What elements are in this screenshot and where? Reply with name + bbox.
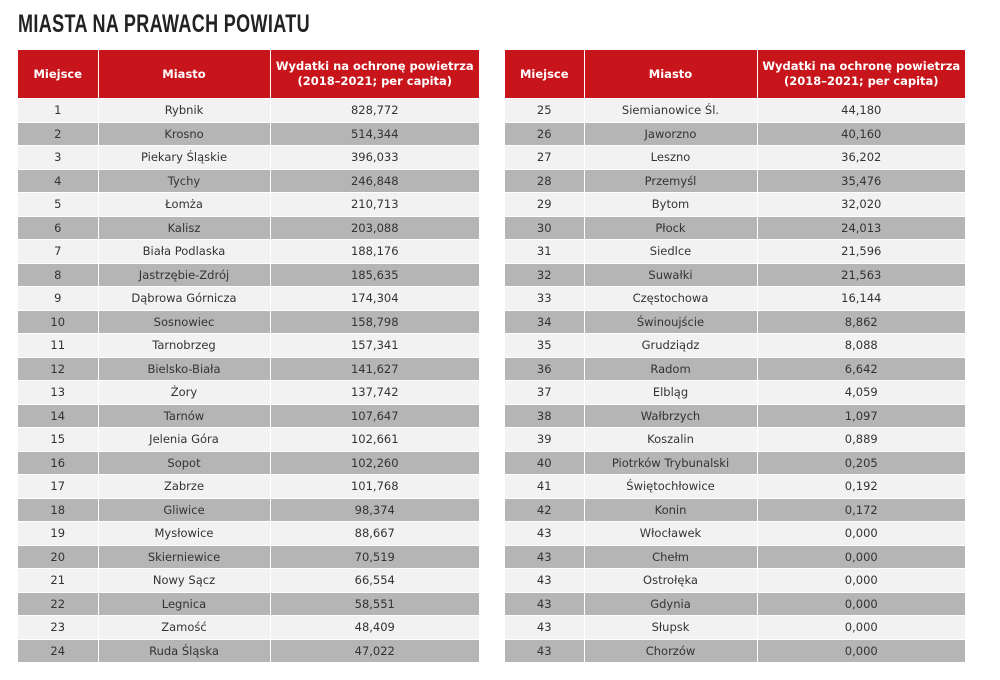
spending-cell: 0,000 xyxy=(757,592,965,616)
spending-cell: 157,341 xyxy=(270,334,479,358)
table-row xyxy=(505,99,965,123)
spending-cell: 88,667 xyxy=(270,522,479,546)
city-cell: Ostrołęka xyxy=(584,569,757,593)
table-row xyxy=(505,498,965,522)
spending-cell: 174,304 xyxy=(270,287,479,311)
table-row xyxy=(505,146,965,170)
rank-cell: 43 xyxy=(505,639,584,662)
table-row xyxy=(505,216,965,240)
rank-cell: 39 xyxy=(505,428,584,452)
spending-cell: 137,742 xyxy=(270,381,479,405)
city-cell: Jelenia Góra xyxy=(98,428,270,452)
city-cell: Piotrków Trybunalski xyxy=(584,451,757,475)
rank-cell: 15 xyxy=(18,428,98,452)
table-row xyxy=(505,639,965,662)
city-cell: Słupsk xyxy=(584,616,757,640)
city-cell: Jastrzębie-Zdrój xyxy=(98,263,270,287)
spending-cell: 203,088 xyxy=(270,216,479,240)
city-cell: Biała Podlaska xyxy=(98,240,270,264)
rank-cell: 14 xyxy=(18,404,98,428)
rank-cell: 7 xyxy=(18,240,98,264)
spending-cell: 185,635 xyxy=(270,263,479,287)
spending-cell: 36,202 xyxy=(757,146,965,170)
city-cell: Rybnik xyxy=(98,99,270,123)
city-cell: Suwałki xyxy=(584,263,757,287)
rank-cell: 36 xyxy=(505,357,584,381)
rank-cell: 38 xyxy=(505,404,584,428)
city-cell: Bytom xyxy=(584,193,757,217)
city-cell: Tarnobrzeg xyxy=(98,334,270,358)
spending-cell: 141,627 xyxy=(270,357,479,381)
table-row xyxy=(18,498,479,522)
city-cell: Skierniewice xyxy=(98,545,270,569)
city-cell: Gliwice xyxy=(98,498,270,522)
table-row xyxy=(505,122,965,146)
city-cell: Tarnów xyxy=(98,404,270,428)
city-cell: Mysłowice xyxy=(98,522,270,546)
spending-cell: 107,647 xyxy=(270,404,479,428)
spending-cell: 0,000 xyxy=(757,522,965,546)
rank-cell: 21 xyxy=(18,569,98,593)
rank-cell: 43 xyxy=(505,569,584,593)
rank-cell: 27 xyxy=(505,146,584,170)
table-row xyxy=(505,357,965,381)
table-row xyxy=(18,193,479,217)
rank-cell: 5 xyxy=(18,193,98,217)
rank-cell: 1 xyxy=(18,99,98,123)
city-cell: Dąbrowa Górnicza xyxy=(98,287,270,311)
rank-cell: 11 xyxy=(18,334,98,358)
rank-cell: 42 xyxy=(505,498,584,522)
spending-cell: 210,713 xyxy=(270,193,479,217)
table-row xyxy=(505,592,965,616)
header-rank: Miejsce xyxy=(18,50,98,99)
table-header-row xyxy=(505,50,965,99)
city-cell: Łomża xyxy=(98,193,270,217)
city-cell: Grudziądz xyxy=(584,334,757,358)
spending-cell: 8,088 xyxy=(757,334,965,358)
rank-cell: 40 xyxy=(505,451,584,475)
table-header-row xyxy=(18,50,479,99)
rank-cell: 43 xyxy=(505,592,584,616)
city-cell: Radom xyxy=(584,357,757,381)
city-cell: Zabrze xyxy=(98,475,270,499)
rank-cell: 41 xyxy=(505,475,584,499)
city-cell: Krosno xyxy=(98,122,270,146)
table-row xyxy=(18,122,479,146)
spending-cell: 0,172 xyxy=(757,498,965,522)
city-cell: Zamość xyxy=(98,616,270,640)
table-row xyxy=(18,569,479,593)
table-row xyxy=(505,287,965,311)
city-cell: Kalisz xyxy=(98,216,270,240)
spending-cell: 98,374 xyxy=(270,498,479,522)
city-cell: Siedlce xyxy=(584,240,757,264)
spending-cell: 4,059 xyxy=(757,381,965,405)
city-cell: Nowy Sącz xyxy=(98,569,270,593)
city-cell: Konin xyxy=(584,498,757,522)
table-row xyxy=(18,216,479,240)
rank-cell: 9 xyxy=(18,287,98,311)
table-row xyxy=(505,404,965,428)
table-row xyxy=(505,569,965,593)
table-row xyxy=(18,522,479,546)
table-row xyxy=(505,616,965,640)
rank-cell: 19 xyxy=(18,522,98,546)
spending-cell: 0,205 xyxy=(757,451,965,475)
rank-cell: 3 xyxy=(18,146,98,170)
table-row xyxy=(18,475,479,499)
table-row xyxy=(505,381,965,405)
city-cell: Świętochłowice xyxy=(584,475,757,499)
city-cell: Gdynia xyxy=(584,592,757,616)
spending-cell: 514,344 xyxy=(270,122,479,146)
header-rank: Miejsce xyxy=(505,50,584,99)
table-row xyxy=(18,381,479,405)
header-spending: Wydatki na ochronę powietrza (2018–2021; per capita) xyxy=(270,50,479,99)
table-row xyxy=(18,169,479,193)
spending-cell: 16,144 xyxy=(757,287,965,311)
table-row xyxy=(18,240,479,264)
table-row xyxy=(18,545,479,569)
spending-cell: 101,768 xyxy=(270,475,479,499)
table-row xyxy=(18,616,479,640)
table-row xyxy=(505,522,965,546)
rank-cell: 43 xyxy=(505,545,584,569)
rank-cell: 28 xyxy=(505,169,584,193)
rank-cell: 16 xyxy=(18,451,98,475)
rank-cell: 4 xyxy=(18,169,98,193)
table-row xyxy=(18,357,479,381)
table-row xyxy=(505,169,965,193)
rank-cell: 37 xyxy=(505,381,584,405)
table-row xyxy=(505,428,965,452)
city-cell: Sosnowiec xyxy=(98,310,270,334)
rank-cell: 10 xyxy=(18,310,98,334)
spending-cell: 6,642 xyxy=(757,357,965,381)
spending-cell: 246,848 xyxy=(270,169,479,193)
rank-cell: 12 xyxy=(18,357,98,381)
spending-cell: 0,000 xyxy=(757,545,965,569)
rank-cell: 13 xyxy=(18,381,98,405)
city-cell: Przemyśl xyxy=(584,169,757,193)
spending-cell: 35,476 xyxy=(757,169,965,193)
city-cell: Piekary Śląskie xyxy=(98,146,270,170)
rank-cell: 32 xyxy=(505,263,584,287)
rank-cell: 2 xyxy=(18,122,98,146)
city-cell: Ruda Śląska xyxy=(98,639,270,662)
rank-cell: 20 xyxy=(18,545,98,569)
city-cell: Wałbrzych xyxy=(584,404,757,428)
spending-cell: 1,097 xyxy=(757,404,965,428)
city-cell: Elbląg xyxy=(584,381,757,405)
rank-cell: 8 xyxy=(18,263,98,287)
ranking-table-right xyxy=(505,50,965,662)
city-cell: Częstochowa xyxy=(584,287,757,311)
city-cell: Legnica xyxy=(98,592,270,616)
rank-cell: 6 xyxy=(18,216,98,240)
rank-cell: 22 xyxy=(18,592,98,616)
page-title: MIASTA NA PRAWACH POWIATU xyxy=(18,10,310,38)
table-row xyxy=(505,193,965,217)
city-cell: Tychy xyxy=(98,169,270,193)
table-row xyxy=(505,334,965,358)
spending-cell: 21,563 xyxy=(757,263,965,287)
table-row xyxy=(18,310,479,334)
city-cell: Chełm xyxy=(584,545,757,569)
table-row xyxy=(505,263,965,287)
table-row xyxy=(18,428,479,452)
city-cell: Sopot xyxy=(98,451,270,475)
spending-cell: 396,033 xyxy=(270,146,479,170)
city-cell: Jaworzno xyxy=(584,122,757,146)
table-row xyxy=(18,334,479,358)
header-city: Miasto xyxy=(584,50,757,99)
rank-cell: 43 xyxy=(505,522,584,546)
city-cell: Siemianowice Śl. xyxy=(584,99,757,123)
spending-cell: 24,013 xyxy=(757,216,965,240)
spending-cell: 0,889 xyxy=(757,428,965,452)
table-row xyxy=(18,263,479,287)
spending-cell: 21,596 xyxy=(757,240,965,264)
spending-cell: 828,772 xyxy=(270,99,479,123)
table-row xyxy=(18,592,479,616)
spending-cell: 44,180 xyxy=(757,99,965,123)
spending-cell: 102,260 xyxy=(270,451,479,475)
rank-cell: 17 xyxy=(18,475,98,499)
rank-cell: 34 xyxy=(505,310,584,334)
spending-cell: 158,798 xyxy=(270,310,479,334)
rank-cell: 31 xyxy=(505,240,584,264)
spending-cell: 0,000 xyxy=(757,569,965,593)
table-row xyxy=(18,287,479,311)
city-cell: Bielsko-Biała xyxy=(98,357,270,381)
rank-cell: 35 xyxy=(505,334,584,358)
city-cell: Płock xyxy=(584,216,757,240)
table-row xyxy=(505,310,965,334)
spending-cell: 58,551 xyxy=(270,592,479,616)
rank-cell: 33 xyxy=(505,287,584,311)
rank-cell: 29 xyxy=(505,193,584,217)
spending-cell: 47,022 xyxy=(270,639,479,662)
table-row xyxy=(18,146,479,170)
rank-cell: 18 xyxy=(18,498,98,522)
table-row xyxy=(18,451,479,475)
rank-cell: 26 xyxy=(505,122,584,146)
city-cell: Żory xyxy=(98,381,270,405)
city-cell: Koszalin xyxy=(584,428,757,452)
table-row xyxy=(18,404,479,428)
city-cell: Świnoujście xyxy=(584,310,757,334)
ranking-table-left xyxy=(18,50,479,662)
spending-cell: 32,020 xyxy=(757,193,965,217)
spending-cell: 0,192 xyxy=(757,475,965,499)
rank-cell: 24 xyxy=(18,639,98,662)
rank-cell: 23 xyxy=(18,616,98,640)
table-row xyxy=(505,545,965,569)
table-row xyxy=(18,99,479,123)
spending-cell: 188,176 xyxy=(270,240,479,264)
spending-cell: 102,661 xyxy=(270,428,479,452)
spending-cell: 0,000 xyxy=(757,616,965,640)
table-row xyxy=(18,639,479,662)
header-city: Miasto xyxy=(98,50,270,99)
spending-cell: 40,160 xyxy=(757,122,965,146)
spending-cell: 48,409 xyxy=(270,616,479,640)
rank-cell: 25 xyxy=(505,99,584,123)
spending-cell: 0,000 xyxy=(757,639,965,662)
table-row xyxy=(505,451,965,475)
spending-cell: 70,519 xyxy=(270,545,479,569)
table-row xyxy=(505,240,965,264)
table-row xyxy=(505,475,965,499)
city-cell: Chorzów xyxy=(584,639,757,662)
city-cell: Leszno xyxy=(584,146,757,170)
city-cell: Włocławek xyxy=(584,522,757,546)
header-spending: Wydatki na ochronę powietrza (2018–2021; per capita) xyxy=(757,50,965,99)
rank-cell: 43 xyxy=(505,616,584,640)
rank-cell: 30 xyxy=(505,216,584,240)
spending-cell: 66,554 xyxy=(270,569,479,593)
spending-cell: 8,862 xyxy=(757,310,965,334)
